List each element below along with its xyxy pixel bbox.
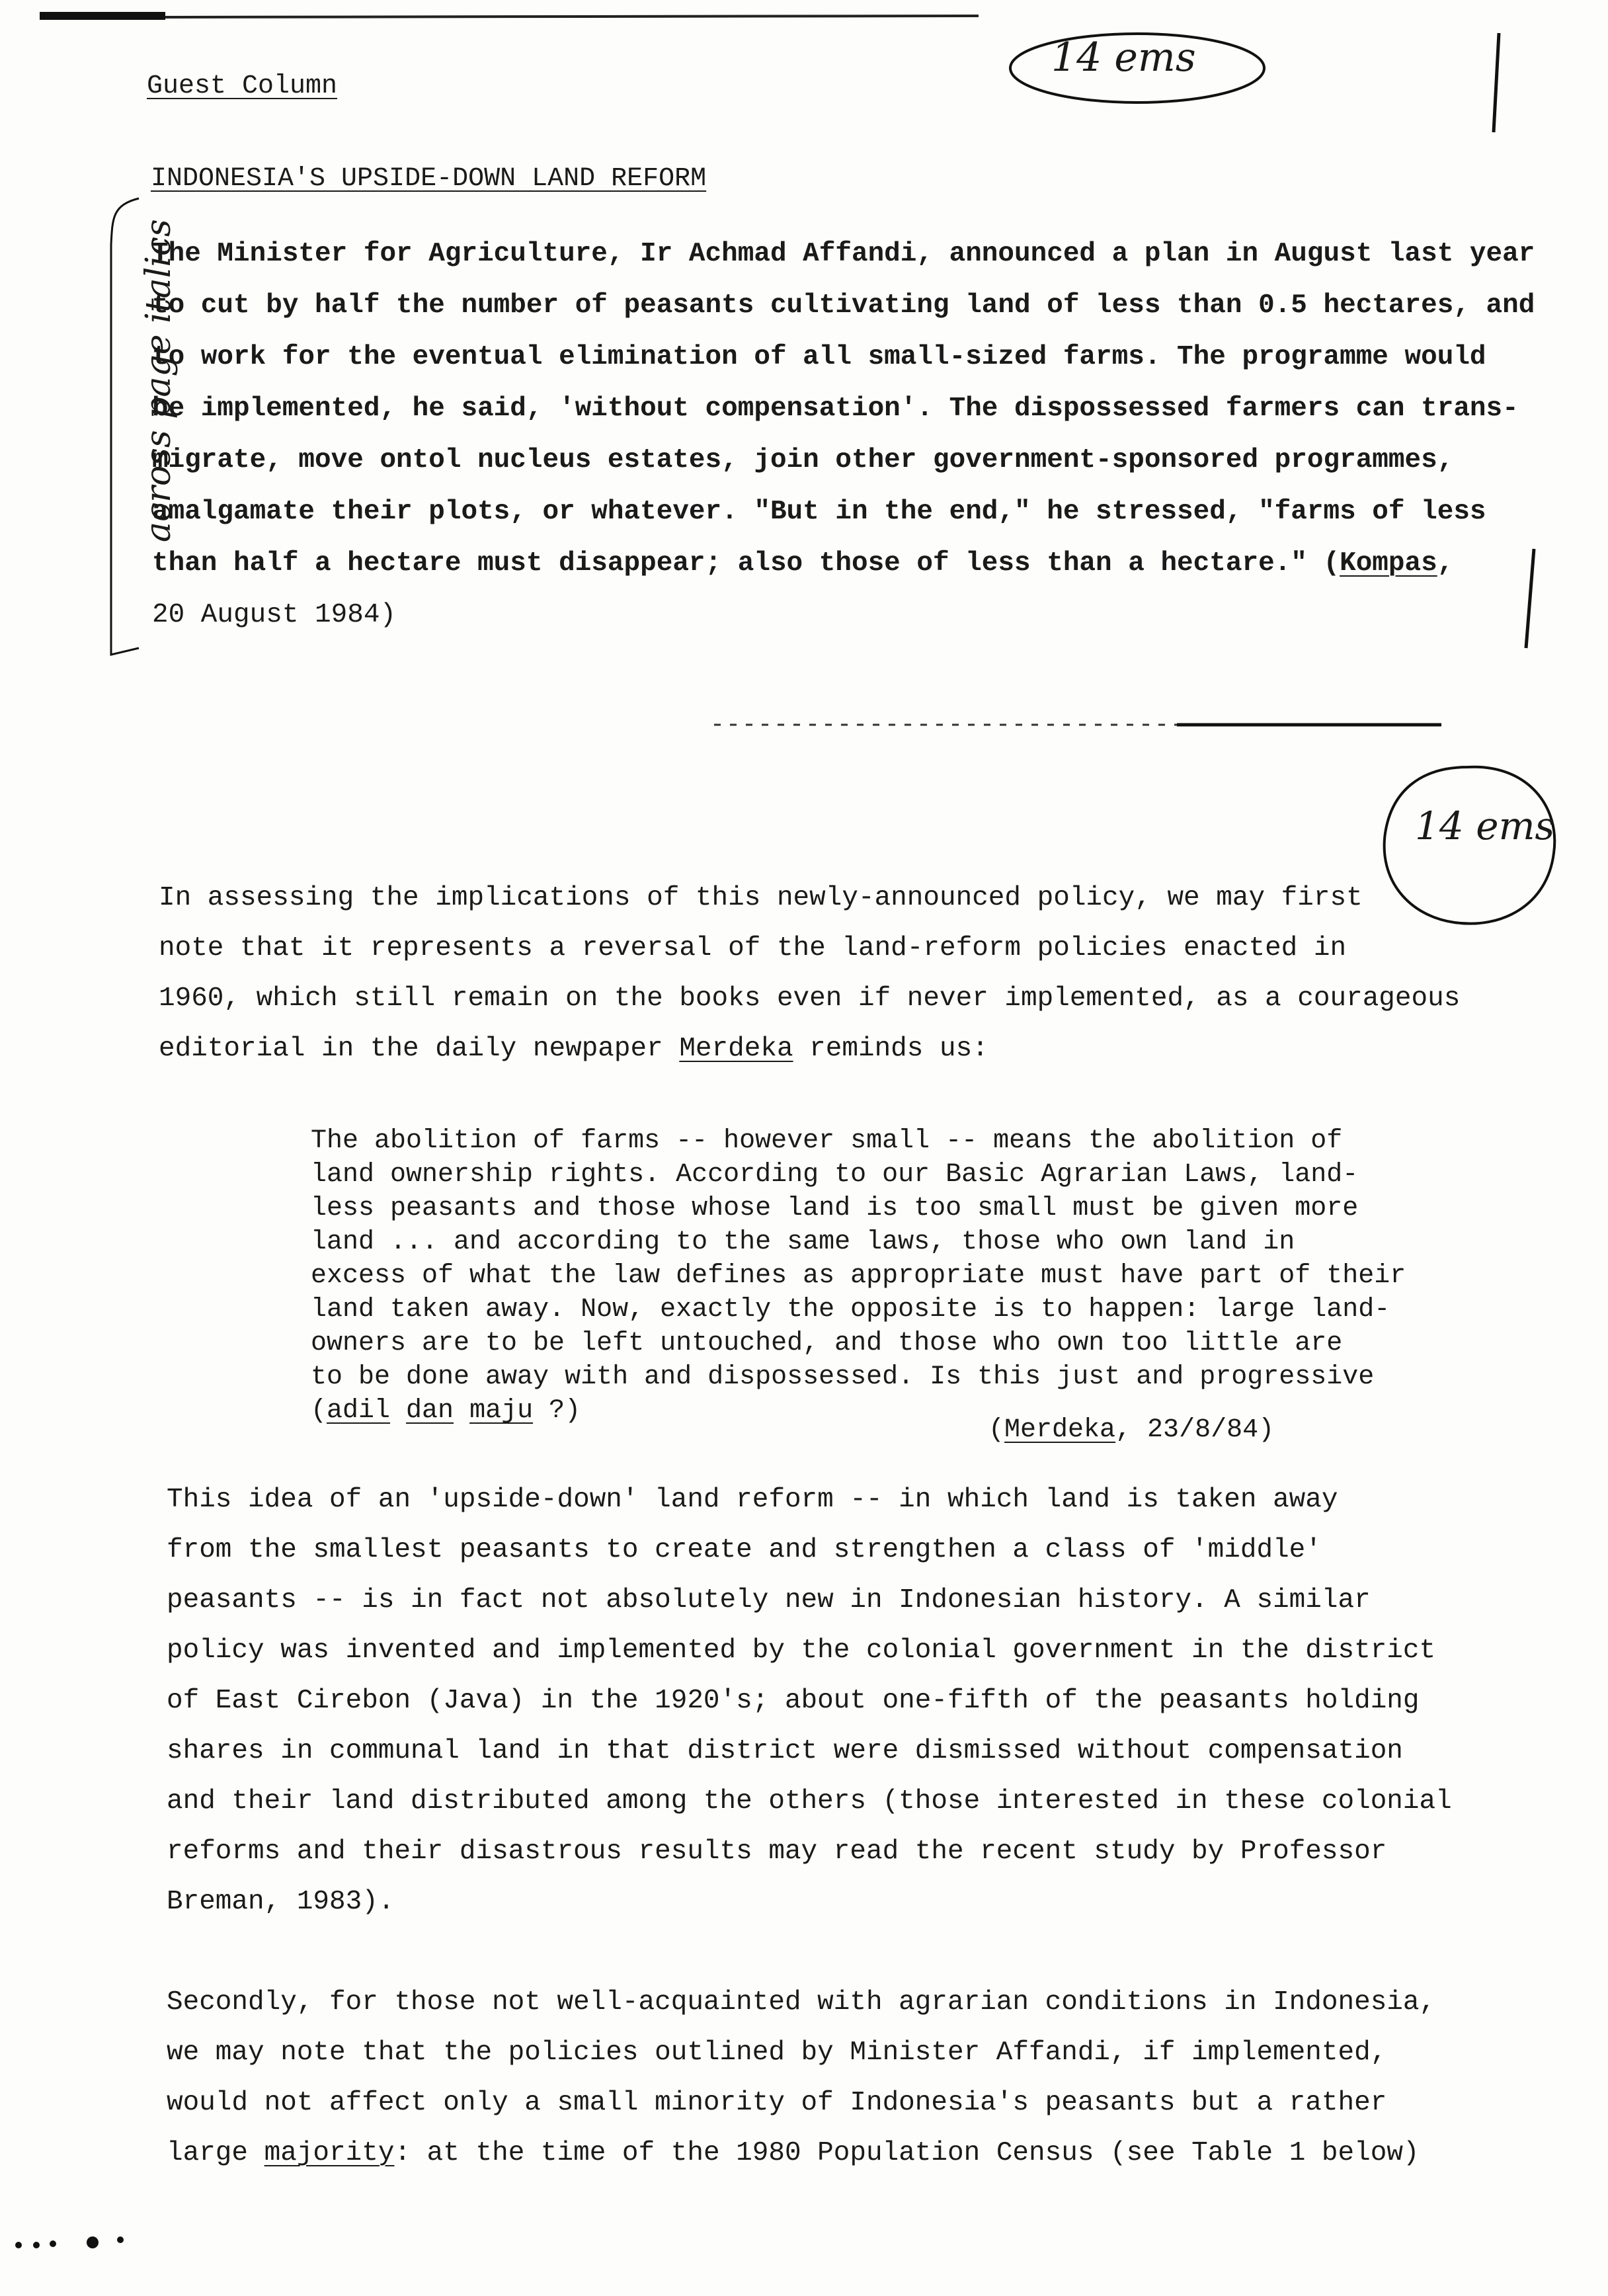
- quote-line: land ownership rights. According to our Basic Agrarian Laws, land-: [311, 1160, 1359, 1190]
- intro-line: amalgamate their plots, or whatever. "But in the end," he stressed, "farms of less: [152, 497, 1486, 527]
- handwritten-note-1: 14 ems: [1051, 34, 1196, 81]
- para2-line: Breman, 1983).: [167, 1887, 395, 1917]
- para2-line: and their land distributed among the others (those interested in these colonial: [167, 1786, 1452, 1817]
- article-title: INDONESIA'S UPSIDE-DOWN LAND REFORM: [151, 164, 707, 194]
- handwritten-note-2: 14 ems: [1415, 803, 1555, 848]
- para3-line: Secondly, for those not well-acquainted with agrarian conditions in Indonesia,: [167, 1987, 1436, 2018]
- para2-line: shares in communal land in that district were dismissed without compensation: [167, 1736, 1403, 1766]
- quote-citation: (Merdeka, 23/8/84): [988, 1415, 1275, 1445]
- para1-line: In assessing the implications of this newly-announced policy, we may first: [159, 883, 1363, 913]
- para2-line: of East Cirebon (Java) in the 1920's; about one-fifth of the peasants holding: [167, 1686, 1420, 1716]
- quote-line: land taken away. Now, exactly the opposite is to happen: large land-: [311, 1295, 1390, 1325]
- top-rule: [40, 12, 979, 21]
- para3-line: large majority: at the time of the 1980 Population Census (see Table 1 below): [167, 2138, 1420, 2168]
- section-divider: [714, 721, 1441, 729]
- source-kompas: Kompas: [1340, 548, 1437, 579]
- para2-line: reforms and their disastrous results may read the recent study by Professor: [167, 1836, 1387, 1867]
- intro-line: be implemented, he said, 'without compensation'. The dispossessed farmers can trans-: [152, 393, 1519, 424]
- handwritten-margin-vertical: across page italics: [139, 219, 179, 542]
- emphasis-majority: majority: [264, 2138, 395, 2168]
- para2-line: This idea of an 'upside-down' land reform -- in which land is taken away: [167, 1485, 1338, 1515]
- quote-line: The abolition of farms -- however small -- means the abolition of: [311, 1126, 1343, 1156]
- quote-line: (adil dan maju ?): [311, 1396, 581, 1426]
- para3-line: we may note that the policies outlined by Minister Affandi, if implemented,: [167, 2037, 1387, 2068]
- stray-marks-bottom: [7, 2232, 139, 2258]
- margin-mark-right-2: [1521, 549, 1541, 655]
- quote-line: to be done away with and dispossessed. Is this just and progressive: [311, 1362, 1375, 1392]
- paragraph-2: [167, 1475, 1515, 1927]
- quote-line: land ... and according to the same laws, those who own land in: [311, 1227, 1295, 1257]
- quote-line: less peasants and those whose land is too small must be given more: [311, 1194, 1359, 1223]
- intro-line: to work for the eventual elimination of all small-sized farms. The programme would: [152, 342, 1486, 372]
- para1-line: note that it represents a reversal of the land-reform policies enacted in: [159, 933, 1347, 964]
- para2-line: peasants -- is in fact not absolutely new in Indonesian history. A similar: [167, 1585, 1371, 1616]
- intro-line: The Minister for Agriculture, Ir Achmad Affandi, announced a plan in August last year: [152, 239, 1535, 269]
- para1-line: editorial in the daily newpaper Merdeka reminds us:: [159, 1034, 988, 1064]
- intro-line: to cut by half the number of peasants cultivating land of less than 0.5 hectares, and: [152, 290, 1535, 321]
- para1-line: 1960, which still remain on the books even if never implemented, as a courageous: [159, 983, 1461, 1014]
- intro-line: than half a hectare must disappear; also those of less than a hectare." (Kompas,: [152, 548, 1454, 579]
- quote-line: owners are to be left untouched, and those who own too little are: [311, 1329, 1343, 1358]
- margin-mark-right-1: [1491, 33, 1504, 139]
- source-merdeka: Merdeka: [679, 1034, 793, 1064]
- intro-date: 20 August 1984): [152, 600, 397, 630]
- section-label: Guest Column: [147, 71, 338, 101]
- quote-line: excess of what the law defines as appropriate must have part of their: [311, 1261, 1406, 1291]
- intro-line: migrate, move ontol nucleus estates, join other government-sponsored programmes,: [152, 445, 1454, 475]
- para3-line: would not affect only a small minority of Indonesia's peasants but a rather: [167, 2088, 1387, 2118]
- intro-paragraph: [152, 228, 1535, 641]
- para2-line: policy was invented and implemented by the colonial government in the district: [167, 1635, 1436, 1666]
- para2-line: from the smallest peasants to create and strengthen a class of 'middle': [167, 1535, 1322, 1565]
- block-quote: [311, 1124, 1448, 1428]
- paragraph-1: [159, 873, 1508, 1074]
- paragraph-3: [167, 1977, 1515, 2178]
